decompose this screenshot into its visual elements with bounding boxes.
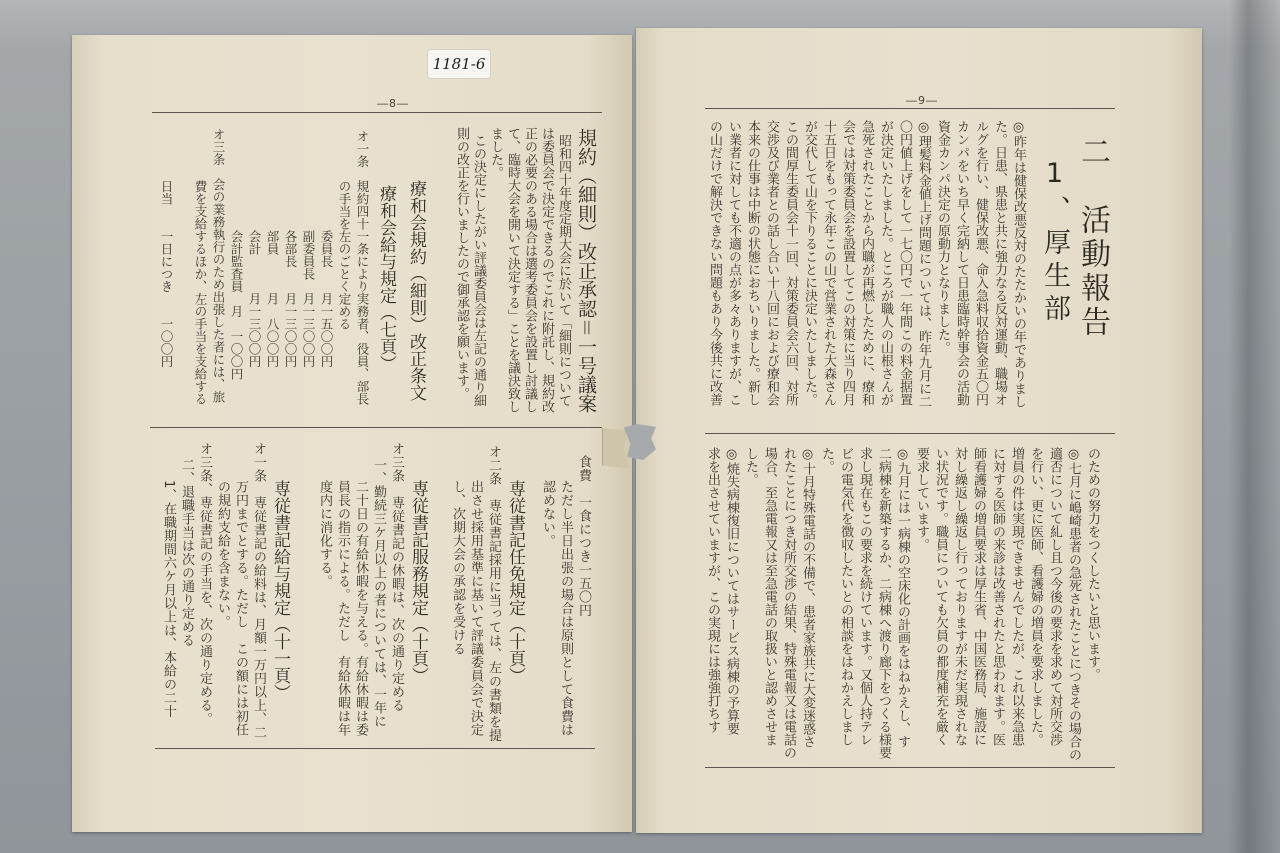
article-line: 二、退職手当は次の通り定める — [179, 458, 194, 647]
text-column: ◎七月に嶋崎患者の急死されたことにつきその場合の — [1066, 447, 1081, 761]
allowance-item: 委員長 月一五〇〇円 — [319, 230, 334, 368]
staff-salary-heading: 専従書記給与規定（十一頁） — [270, 480, 290, 701]
text-column: 求し現在もこの要求を続けています。又個人持テレ — [857, 447, 872, 746]
section-title: 規約（細則）改正承認＝一号議案 — [575, 128, 597, 414]
staff-rules-section — [159, 440, 592, 746]
text-column: 要求しています。 — [914, 447, 929, 551]
appointment-rules-heading: 専従書記任免規定（十頁） — [505, 480, 525, 684]
article-line: オ一条 専従書記の給料は、月額一万円以上、二 — [251, 442, 266, 739]
text-column: た。 — [819, 447, 834, 473]
text-column: ◎十月特殊電話の不備で、患者家族共に大変迷惑さ — [800, 447, 815, 748]
text-column: ビの電気代を徴収したいとの相談をはねかえしまし — [838, 447, 853, 746]
text-column: 十五日をもって永年この山で営業された大森さん — [821, 120, 836, 406]
article-line: ただし半日出張の場合は原則として食費は — [558, 480, 573, 737]
service-rules-heading: 専従書記服務規定（十頁） — [408, 480, 428, 684]
allowance-item: 各部長 月一三〇〇円 — [283, 230, 298, 368]
divider-line — [705, 767, 1115, 768]
article-line: 出させ採用基準に基いて評議委員会で決定 — [468, 480, 483, 737]
text-column: を行い、更に医師、看護婦の増員を要求しました。 — [1028, 447, 1043, 746]
text-column: この間厚生委員会十一回、対策委員会六回、対所 — [783, 120, 798, 406]
allowance-item: 副委員長 月一三〇〇円 — [301, 230, 316, 368]
text-column: 師看護婦の増員要求は厚生省、中国医務局、施設に — [971, 447, 986, 746]
text-column: い状況です。職員についても欠員の都度補充を厳く — [933, 447, 948, 746]
text-column: て、臨時大会を開いて決定する」ことを議決致し — [505, 127, 520, 413]
text-column: 対し繰返し繰返し行っておりますが未だ実現されな — [952, 447, 967, 746]
article-line: の手当を左のごとく定める — [337, 180, 352, 330]
divider-line — [155, 748, 595, 749]
article-line: 一、勤続三ケ月以上の者については、一年に — [371, 458, 386, 728]
text-column: ました。 — [488, 127, 503, 179]
text-column: 適否について糺し且つ今後の要求を求めて対所交渉 — [1047, 447, 1062, 746]
article-line: オ三条、専従書記の手当を、次の通り定める。 — [197, 442, 212, 726]
article-line: オ三条 会の業務執行のため出張した者には、旅 — [211, 128, 226, 403]
text-column: 求を出させていますが、この実現には強強打ちす — [705, 447, 720, 733]
report-continued — [703, 445, 1102, 763]
divider-line — [705, 108, 1115, 109]
text-column: 交渉及び業者との話し合い十八回におよび療和会 — [764, 120, 779, 406]
article-line: オ二条 専従書記採用に当っては、左の書類を提 — [486, 445, 501, 742]
amendment-heading: 療和会規約（細則）改正条文 — [406, 180, 426, 401]
text-column: 昭和四十年度定期大会に於いて「細則について — [556, 134, 571, 407]
text-column: 二病棟を新築するか、二病棟へ渡り廊下をつくる様要 — [876, 447, 891, 759]
report-subtitle: 1、厚生部 — [1039, 158, 1070, 327]
article-line: オ一条 規約四十一条により実務者、役員、部長 — [355, 130, 370, 405]
article-line: 日当 一日につき 一〇〇円 — [159, 180, 174, 368]
allowance-item: 部員 月 八〇〇円 — [265, 230, 280, 368]
text-column: ◎昨年は健保改悪反対のたたかいの年でありまし — [1011, 120, 1026, 408]
text-column: した。 — [743, 447, 758, 486]
text-column: が決定いたしました。ところが職人の山根さんが — [878, 120, 893, 406]
text-column: ◎理髪料金値上げ問題については、昨年九月に二 — [916, 120, 931, 408]
text-column: 会では対策委員会を設置してこの対策に当り四月 — [840, 120, 855, 406]
page-number: ―9― — [906, 94, 938, 107]
text-column: 正の必要のある場合は選考委員会を設置し討議し — [522, 127, 537, 413]
activity-report-section — [705, 118, 1112, 420]
text-column: 急死されたことから内職が再燃したために、療和 — [859, 120, 874, 406]
article-line: 度内に消化する。 — [317, 480, 332, 588]
bylaw-section — [157, 125, 600, 417]
article-line: し、次期大会の承認を受ける — [450, 480, 465, 656]
article-line: オ三条 専従書記の休暇は、次の通り定める — [389, 442, 404, 712]
text-column: が交代して山を下りることに決定いたしました。 — [802, 120, 817, 406]
right-page — [636, 28, 1202, 833]
article-line: 費を支給するほか、左の手当を支給する — [193, 180, 208, 405]
article-line: 認めない。 — [540, 480, 555, 548]
text-column: に対する医師の来診は改善されたと思われます。医 — [990, 447, 1005, 746]
left-page — [72, 35, 632, 832]
allowance-item: 会計 月一三〇〇円 — [247, 230, 262, 368]
text-column: ◎焼失病棟復旧についてはサービス病棟の予算要 — [724, 447, 739, 735]
divider-line — [150, 427, 602, 428]
catalog-label: 1181-6 — [428, 50, 490, 78]
text-column: のための努力をつくしたいと思います。 — [1085, 447, 1100, 681]
article-line: の規約支給を含まない。 — [215, 480, 230, 629]
text-column: 場合、至急電報又は至急電話の取扱いと認めさせま — [762, 447, 777, 746]
article-line: 員長の指示による。ただし 有給休暇は年 — [335, 480, 350, 737]
text-column: この決定にしたがい評議委員会は左記の通り細 — [471, 134, 486, 407]
salary-rules-heading: 療和会給与規定（七頁） — [376, 185, 396, 372]
text-column: 本来の仕事は中断の状態におちいりました。新し — [745, 120, 760, 406]
text-column: 資金カンパ決定の原動力となりました。 — [935, 120, 950, 354]
article-line: 食費 一食につき一五〇円 — [576, 455, 591, 617]
article-line: 二十日の有給休暇を与える。有給休暇は委 — [353, 480, 368, 737]
text-column: 則の改正を行いましたので御承認を願います。 — [454, 127, 469, 400]
text-column: い業者に対しても不適の点が多々ありますが、こ — [726, 120, 741, 406]
text-column: れたことにつき対所交渉の結果、特殊電報又は電話の — [781, 447, 796, 759]
text-column: た。日患、県患と共に強力なる反対運動、職場オ — [992, 120, 1007, 406]
article-line: 1、在職期間六ケ月以上は、本給の二十 — [161, 480, 176, 719]
report-title: 二 活動報告 — [1075, 136, 1110, 340]
allowance-item: 会計監査員 月 一〇〇円 — [229, 230, 244, 380]
text-column: は委員会で決定できるのでこれに附託し、規約改 — [539, 127, 554, 413]
text-column: の山だけで解決できない問題もあり今後共に改善 — [707, 120, 722, 406]
text-column: ◎九月には一病棟の空床化の計画をはねかえし、す — [895, 447, 910, 748]
page-number: ―8― — [377, 97, 409, 110]
text-column: 増員の件は実現できませんでしたが、これ以来急患 — [1009, 447, 1024, 746]
divider-line — [705, 433, 1115, 434]
text-column: ルグを行い、健保改悪、命入急料収拾資金五〇円 — [973, 120, 988, 406]
divider-line — [152, 112, 602, 113]
article-line: 万円までとする。ただし この額には初任 — [233, 480, 248, 737]
text-column: カンパをいち早く完納して日患臨時幹事会の活動 — [954, 120, 969, 406]
text-column: 〇円値上げをして一七〇円で一年間この料金据置 — [897, 120, 912, 406]
